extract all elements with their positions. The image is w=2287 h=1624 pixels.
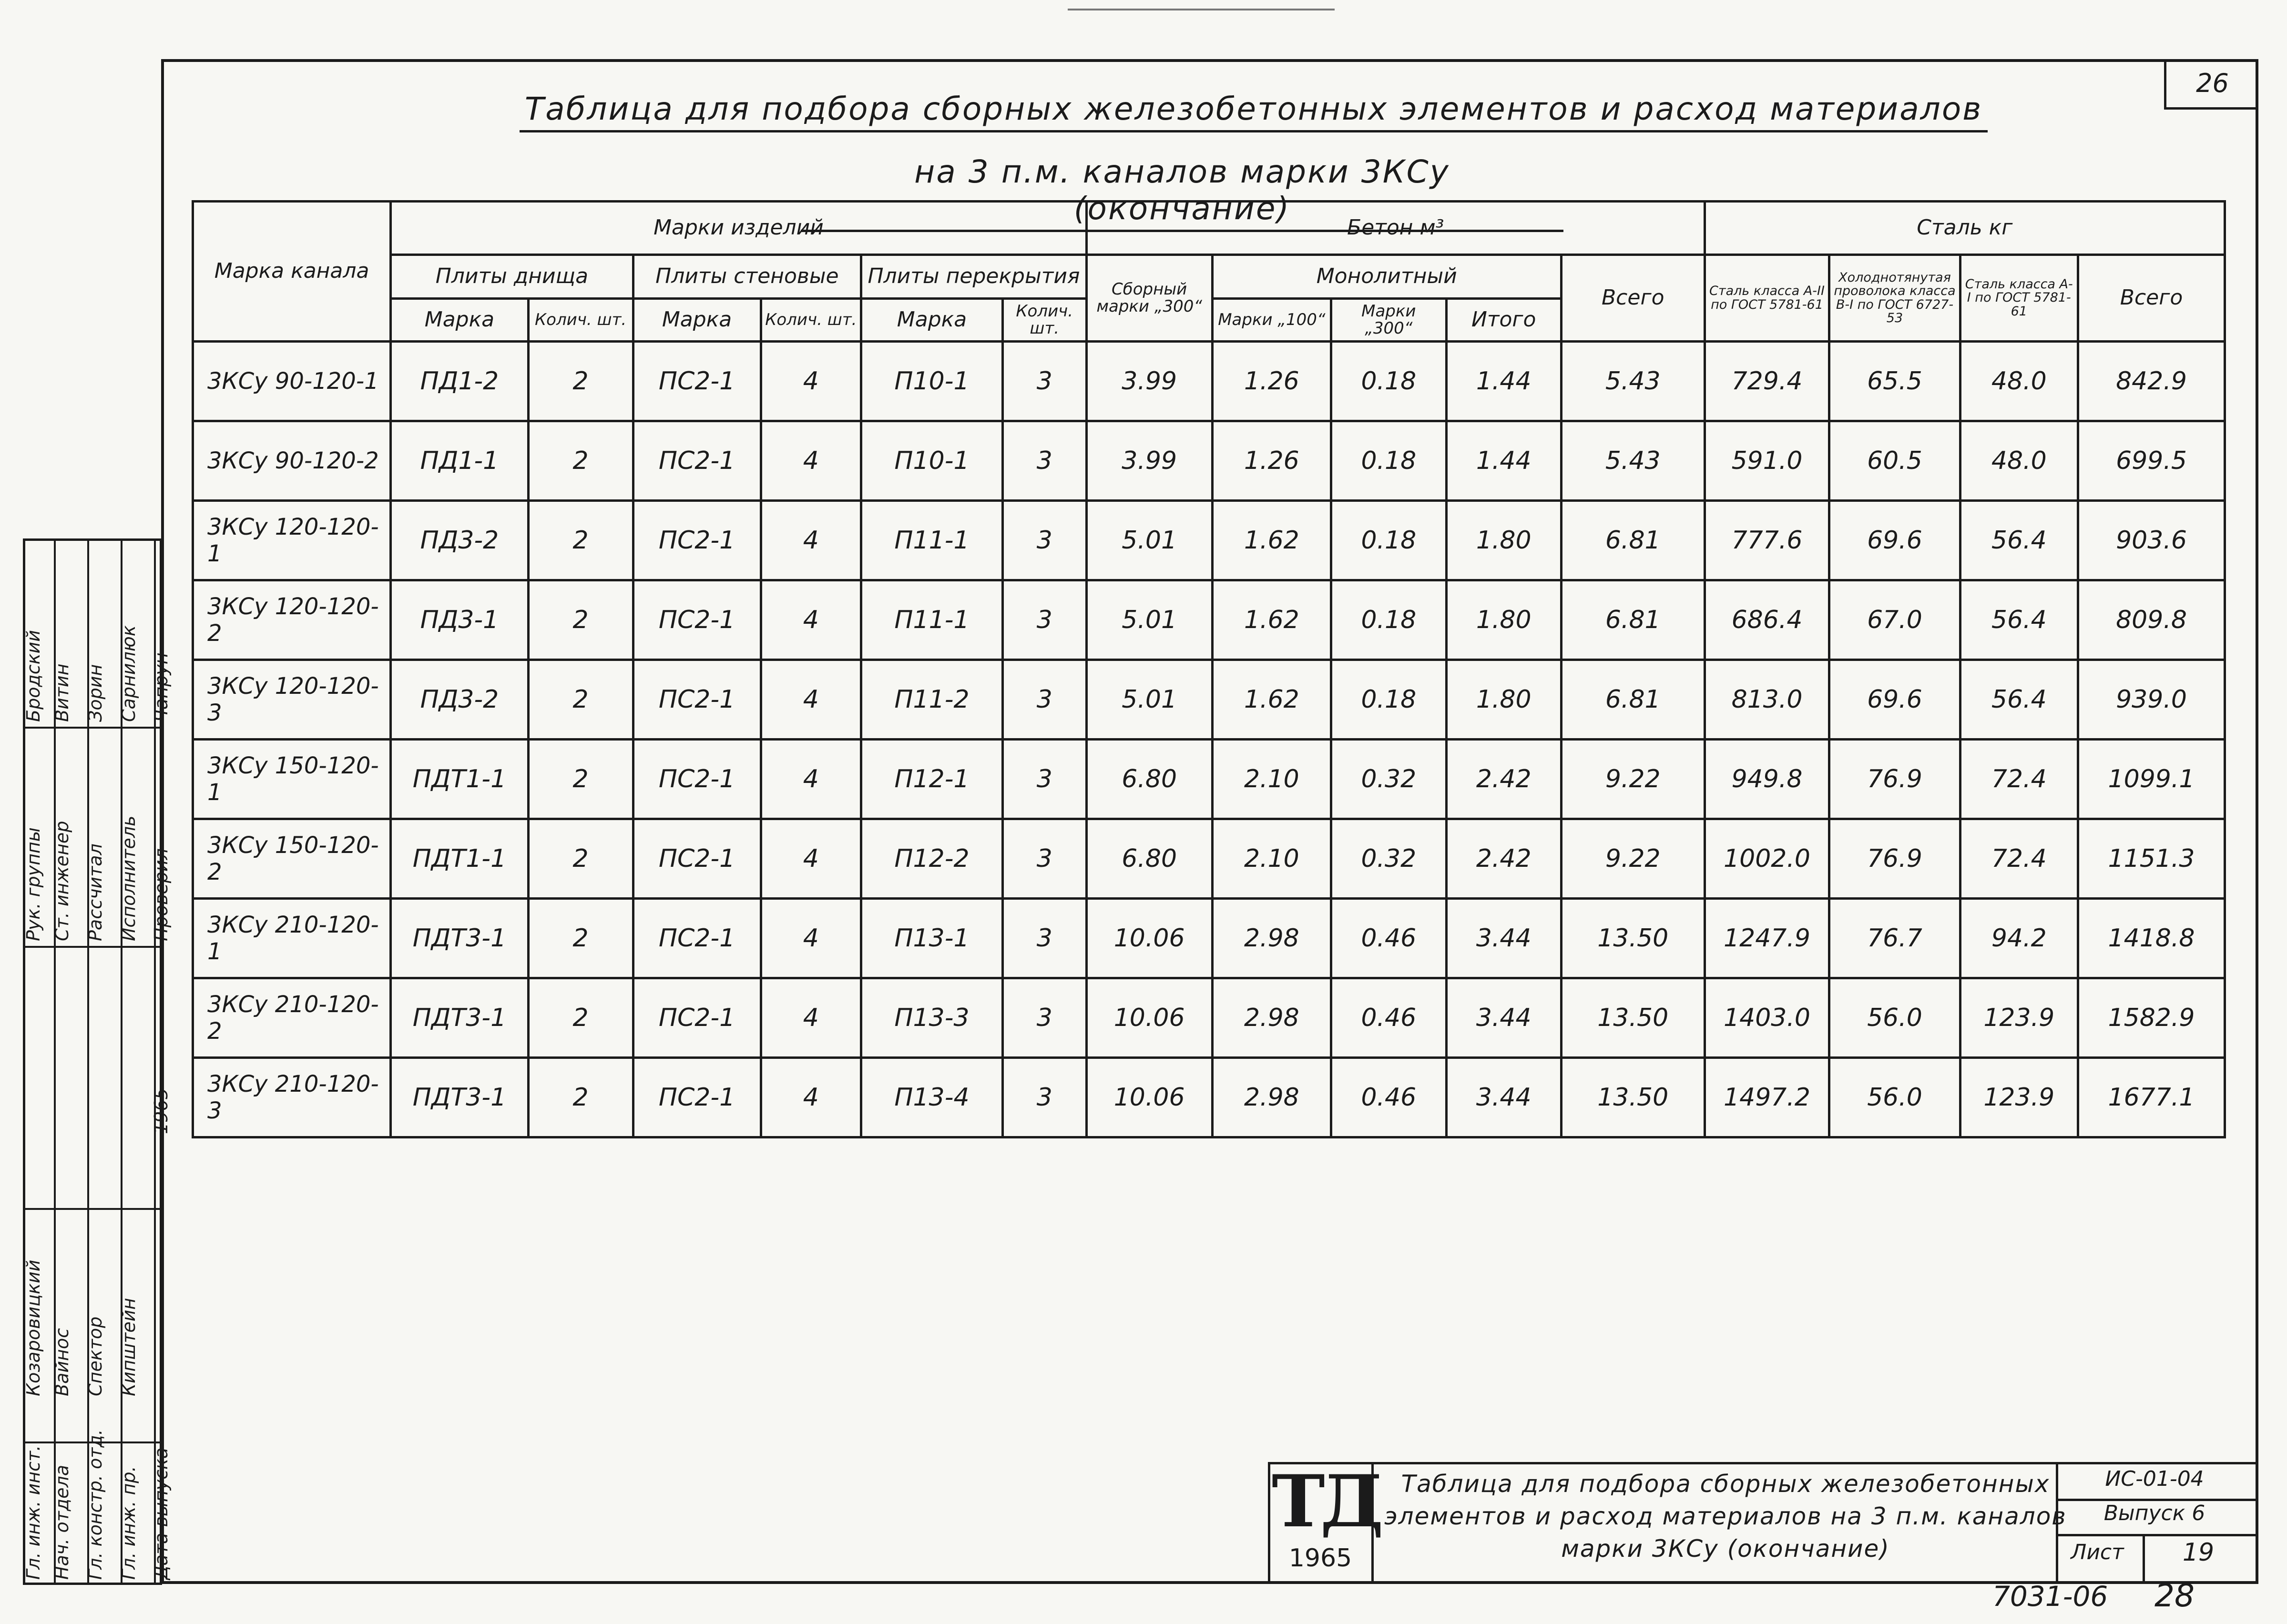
page-number: 26 [2164,59,2258,110]
cell-bottom-slab-mark: ПД3-2 [391,660,528,740]
cell-mono-itogo: 1.80 [1446,660,1561,740]
cell-mono-100: 2.10 [1212,819,1331,899]
cell-bottom-slab-mark: ПД1-1 [391,421,528,501]
cell-channel-mark: 3КСу 150-120-1 [193,740,391,819]
cell-roof-slab-qty: 3 [1002,342,1086,421]
header-bottom-qty: Колич. шт. [528,299,633,342]
cell-roof-slab-mark: П13-3 [861,978,1003,1058]
table-body [193,342,2225,1137]
cell-steel-a2: 813.0 [1705,660,1829,740]
issue-number: Выпуск 6 [2103,1501,2205,1525]
header-bottom-slabs: Плиты днища [391,255,633,299]
stamp-name: Спектор [85,1316,106,1396]
cell-wall-slab-mark: ПС2-1 [633,819,761,899]
cell-bottom-slab-mark: ПДТ3-1 [391,978,528,1058]
header-wall-slabs: Плиты стеновые [633,255,861,299]
stamp-role: Исполнитель [118,815,139,941]
cell-mono-itogo: 1.44 [1446,421,1561,501]
cell-steel-total: 1418.8 [2078,899,2225,978]
stamp-role: Рассчитал [85,843,106,941]
cell-mono-itogo: 3.44 [1446,978,1561,1058]
cell-precast-300: 10.06 [1086,978,1212,1058]
cell-mono-100: 1.62 [1212,660,1331,740]
header-concrete-total: Всего [1561,255,1705,342]
cell-wall-slab-qty: 4 [761,342,861,421]
header-channel-mark: Марка канала [193,202,391,342]
header-steel: Сталь кг [1705,202,2225,255]
cell-steel-total: 699.5 [2078,421,2225,501]
cell-wall-slab-mark: ПС2-1 [633,660,761,740]
header-steel-total: Всего [2078,255,2225,342]
cell-steel-a1: 56.4 [1960,660,2078,740]
cell-cold-wire: 56.0 [1829,1058,1960,1137]
cell-bottom-slab-qty: 2 [528,740,633,819]
cell-steel-total: 809.8 [2078,580,2225,660]
cell-steel-a2: 729.4 [1705,342,1829,421]
cell-bottom-slab-mark: ПДТ1-1 [391,819,528,899]
cell-cold-wire: 69.6 [1829,501,1960,580]
table-row [193,501,2225,580]
cell-precast-300: 3.99 [1086,421,1212,501]
stamp-name: Бродский [23,630,44,722]
cell-bottom-slab-qty: 2 [528,978,633,1058]
cell-roof-slab-mark: П10-1 [861,342,1003,421]
title-block-text: Таблица для подбора сборных железобетонных элементов и расход материалов на 3 п.м. каналов марки 3КСу (окончание) [1384,1470,2067,1563]
cell-bottom-slab-qty: 2 [528,899,633,978]
header-bottom-mark: Марка [391,299,528,342]
cell-roof-slab-mark: П11-2 [861,660,1003,740]
cell-bottom-slab-mark: ПД3-1 [391,580,528,660]
cell-mono-300: 0.32 [1331,819,1446,899]
cell-channel-mark: 3КСу 210-120-2 [193,978,391,1058]
cell-steel-a1: 72.4 [1960,819,2078,899]
cell-mono-100: 1.26 [1212,342,1331,421]
table-title-line2: на 3 п.м. каналов марки 3КСу (окончание) [801,153,1563,232]
cell-channel-mark: 3КСу 120-120-1 [193,501,391,580]
cell-cold-wire: 65.5 [1829,342,1960,421]
cell-wall-slab-mark: ПС2-1 [633,1058,761,1137]
cell-steel-a2: 1247.9 [1705,899,1829,978]
cell-mono-300: 0.18 [1331,342,1446,421]
cell-roof-slab-qty: 3 [1002,660,1086,740]
cell-cold-wire: 56.0 [1829,978,1960,1058]
cell-steel-a2: 686.4 [1705,580,1829,660]
cell-mono-300: 0.32 [1331,740,1446,819]
cell-precast-300: 3.99 [1086,342,1212,421]
table-row [193,580,2225,660]
header-cold-wire: Холоднотянутая проволока класса В-I по ГОСТ 6727-53 [1829,255,1960,342]
cell-steel-a1: 123.9 [1960,978,2078,1058]
cell-mono-300: 0.46 [1331,1058,1446,1137]
header-mono-itogo: Итого [1446,299,1561,342]
cell-precast-300: 5.01 [1086,580,1212,660]
cell-roof-slab-qty: 3 [1002,501,1086,580]
cell-bottom-slab-qty: 2 [528,819,633,899]
table-row [193,740,2225,819]
cell-steel-a1: 123.9 [1960,1058,2078,1137]
cell-steel-a1: 48.0 [1960,421,2078,501]
cell-bottom-slab-qty: 2 [528,660,633,740]
cell-mono-itogo: 3.44 [1446,1058,1561,1137]
cell-precast-300: 5.01 [1086,501,1212,580]
cell-mono-itogo: 3.44 [1446,899,1561,978]
bottom-code: 7031-06 [1992,1580,2108,1613]
stamp-role: Проверил [151,848,172,941]
cell-bottom-slab-qty: 2 [528,1058,633,1137]
cell-roof-slab-mark: П11-1 [861,501,1003,580]
cell-channel-mark: 3КСу 210-120-3 [193,1058,391,1137]
cell-cold-wire: 60.5 [1829,421,1960,501]
cell-mono-300: 0.18 [1331,421,1446,501]
cell-cold-wire: 76.9 [1829,740,1960,819]
stamp-name: Витин [51,663,72,722]
cell-steel-total: 1582.9 [2078,978,2225,1058]
cell-channel-mark: 3КСу 120-120-2 [193,580,391,660]
cell-concrete-total: 13.50 [1561,899,1705,978]
stamp-role: Гл. инж. пр. [118,1466,139,1580]
sheet-number: 19 [2182,1538,2215,1567]
cell-mono-itogo: 2.42 [1446,819,1561,899]
table-row [193,421,2225,501]
cell-mono-300: 0.18 [1331,580,1446,660]
cell-wall-slab-mark: ПС2-1 [633,342,761,421]
cell-cold-wire: 69.6 [1829,660,1960,740]
cell-mono-100: 2.10 [1212,740,1331,819]
cell-precast-300: 6.80 [1086,819,1212,899]
cell-mono-100: 2.98 [1212,899,1331,978]
stamp-role: Гл. инж. инст. [23,1445,44,1580]
header-wall-mark: Марка [633,299,761,342]
stamp-role: Ст. инженер [51,821,72,941]
cell-bottom-slab-qty: 2 [528,342,633,421]
cell-wall-slab-qty: 4 [761,740,861,819]
cell-precast-300: 6.80 [1086,740,1212,819]
cell-steel-a2: 591.0 [1705,421,1829,501]
cell-roof-slab-mark: П11-1 [861,580,1003,660]
header-concrete: Бетон м³ [1086,202,1705,255]
cell-wall-slab-qty: 4 [761,819,861,899]
cell-steel-total: 1151.3 [2078,819,2225,899]
cell-mono-itogo: 1.80 [1446,580,1561,660]
cell-cold-wire: 67.0 [1829,580,1960,660]
cell-mono-300: 0.18 [1331,660,1446,740]
cell-mono-itogo: 1.80 [1446,501,1561,580]
table-row [193,660,2225,740]
cell-wall-slab-qty: 4 [761,580,861,660]
cell-steel-total: 842.9 [2078,342,2225,421]
table-row [193,342,2225,421]
cell-precast-300: 5.01 [1086,660,1212,740]
cell-wall-slab-qty: 4 [761,1058,861,1137]
cell-wall-slab-mark: ПС2-1 [633,501,761,580]
cell-mono-100: 2.98 [1212,978,1331,1058]
table-row [193,1058,2225,1137]
cell-steel-a2: 777.6 [1705,501,1829,580]
cell-mono-itogo: 1.44 [1446,342,1561,421]
cell-mono-100: 1.62 [1212,501,1331,580]
header-roof-qty: Колич. шт. [1002,299,1086,342]
cell-steel-total: 903.6 [2078,501,2225,580]
cell-concrete-total: 6.81 [1561,660,1705,740]
td-logo: ТД [1272,1460,1379,1543]
cell-bottom-slab-mark: ПДТ1-1 [391,740,528,819]
cell-wall-slab-qty: 4 [761,660,861,740]
cell-roof-slab-qty: 3 [1002,1058,1086,1137]
stamp-role: Гл. констр. отд. [85,1429,106,1580]
stamp-role: Рук. группы [23,827,44,941]
cell-wall-slab-mark: ПС2-1 [633,580,761,660]
cell-roof-slab-qty: 3 [1002,740,1086,819]
cell-precast-300: 10.06 [1086,899,1212,978]
cell-wall-slab-qty: 4 [761,501,861,580]
stamp-name: Зорин [85,664,106,722]
top-edge-mark [1068,9,1335,10]
cell-channel-mark: 3КСу 210-120-1 [193,899,391,978]
cell-steel-total: 1677.1 [2078,1058,2225,1137]
logo-year: 1965 [1288,1544,1352,1573]
cell-roof-slab-mark: П13-4 [861,1058,1003,1137]
sheet-label: Лист [2071,1540,2124,1564]
cell-concrete-total: 13.50 [1561,1058,1705,1137]
bottom-number: 28 [2154,1577,2195,1614]
cell-steel-total: 939.0 [2078,660,2225,740]
header-steel-a2: Сталь класса А-II по ГОСТ 5781-61 [1705,255,1829,342]
cell-wall-slab-mark: ПС2-1 [633,978,761,1058]
stamp-role: Нач. отдела [51,1464,72,1580]
header-roof-slabs: Плиты перекрытия [861,255,1087,299]
cell-cold-wire: 76.9 [1829,819,1960,899]
table-row [193,978,2225,1058]
cell-wall-slab-qty: 4 [761,899,861,978]
cell-concrete-total: 9.22 [1561,819,1705,899]
cell-concrete-total: 5.43 [1561,342,1705,421]
cell-precast-300: 10.06 [1086,1058,1212,1137]
cell-steel-a2: 1002.0 [1705,819,1829,899]
header-wall-qty: Колич. шт. [761,299,861,342]
header-monolithic: Монолитный [1212,255,1561,299]
cell-steel-a2: 1497.2 [1705,1058,1829,1137]
table-row [193,899,2225,978]
cell-wall-slab-mark: ПС2-1 [633,899,761,978]
cell-wall-slab-mark: ПС2-1 [633,421,761,501]
cell-wall-slab-qty: 4 [761,978,861,1058]
stamp-name: Кипштейн [118,1298,139,1396]
stamp-role: Дата выпуска [151,1447,172,1580]
header-mono-100: Марки „100“ [1212,299,1331,342]
cell-channel-mark: 3КСу 90-120-2 [193,421,391,501]
header-steel-a1: Сталь класса А-I по ГОСТ 5781-61 [1960,255,2078,342]
cell-mono-300: 0.46 [1331,978,1446,1058]
cell-roof-slab-mark: П13-1 [861,899,1003,978]
doc-code: ИС-01-04 [2105,1467,2204,1491]
materials-table [192,200,2226,1138]
cell-mono-100: 1.26 [1212,421,1331,501]
cell-bottom-slab-mark: ПДТ3-1 [391,899,528,978]
cell-mono-100: 1.62 [1212,580,1331,660]
cell-bottom-slab-qty: 2 [528,580,633,660]
stamp-year: 1965 [151,1088,172,1134]
cell-concrete-total: 6.81 [1561,501,1705,580]
cell-concrete-total: 5.43 [1561,421,1705,501]
cell-steel-a1: 48.0 [1960,342,2078,421]
stamp-name: Сарнилюк [118,625,139,722]
cell-steel-a2: 1403.0 [1705,978,1829,1058]
stamp-name: Козаровицкий [23,1259,44,1396]
cell-roof-slab-mark: П12-1 [861,740,1003,819]
cell-mono-300: 0.18 [1331,501,1446,580]
header-product-marks: Марки изделий [391,202,1086,255]
cell-roof-slab-mark: П12-2 [861,819,1003,899]
cell-wall-slab-mark: ПС2-1 [633,740,761,819]
stamp-name: Чапрун [151,652,172,722]
cell-roof-slab-mark: П10-1 [861,421,1003,501]
cell-channel-mark: 3КСу 150-120-2 [193,819,391,899]
cell-bottom-slab-mark: ПД1-2 [391,342,528,421]
table-title-line1: Таблица для подбора сборных железобетонных элементов и расход материалов [520,91,1988,132]
cell-wall-slab-qty: 4 [761,421,861,501]
header-roof-mark: Марка [861,299,1003,342]
cell-concrete-total: 9.22 [1561,740,1705,819]
cell-bottom-slab-mark: ПДТ3-1 [391,1058,528,1137]
cell-cold-wire: 76.7 [1829,899,1960,978]
stamp-name: Вайнос [51,1328,72,1396]
cell-channel-mark: 3КСу 90-120-1 [193,342,391,421]
cell-steel-a1: 72.4 [1960,740,2078,819]
cell-roof-slab-qty: 3 [1002,819,1086,899]
cell-steel-a1: 56.4 [1960,501,2078,580]
cell-roof-slab-qty: 3 [1002,580,1086,660]
cell-roof-slab-qty: 3 [1002,899,1086,978]
header-mono-300: Марки „300“ [1331,299,1446,342]
cell-bottom-slab-qty: 2 [528,501,633,580]
cell-steel-a2: 949.8 [1705,740,1829,819]
cell-roof-slab-qty: 3 [1002,978,1086,1058]
cell-mono-300: 0.46 [1331,899,1446,978]
cell-roof-slab-qty: 3 [1002,421,1086,501]
cell-steel-a1: 94.2 [1960,899,2078,978]
cell-concrete-total: 13.50 [1561,978,1705,1058]
cell-mono-100: 2.98 [1212,1058,1331,1137]
cell-channel-mark: 3КСу 120-120-3 [193,660,391,740]
header-precast: Сборный марки „300“ [1086,255,1212,342]
table-row [193,819,2225,899]
cell-mono-itogo: 2.42 [1446,740,1561,819]
cell-steel-total: 1099.1 [2078,740,2225,819]
cell-concrete-total: 6.81 [1561,580,1705,660]
cell-bottom-slab-mark: ПД3-2 [391,501,528,580]
cell-steel-a1: 56.4 [1960,580,2078,660]
cell-bottom-slab-qty: 2 [528,421,633,501]
